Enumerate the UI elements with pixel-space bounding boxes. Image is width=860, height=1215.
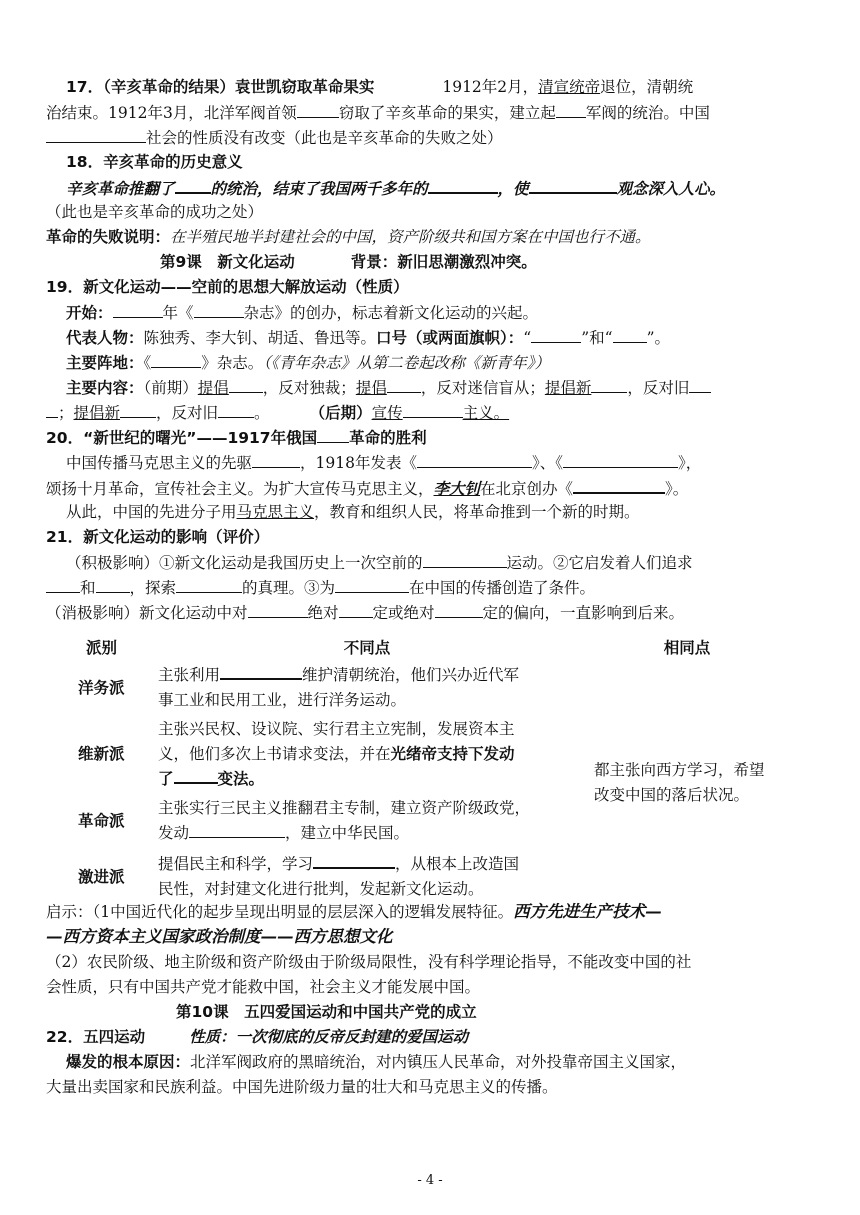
- faction-diff: 提倡民主和科学，学习 ，从根本上改造国 民性，对封建文化进行批判，发起新文化运动。: [158, 849, 576, 905]
- s17-line3: 社会的性质没有改变（此也是辛亥革命的失败之处）: [46, 127, 503, 148]
- blank: [613, 327, 647, 343]
- blank: [335, 577, 409, 593]
- blank: [151, 352, 201, 368]
- blank: [339, 602, 373, 618]
- similarities-cell: 都主张向西方学习，希望 改变中国的落后状况。: [594, 761, 765, 804]
- blank: [46, 127, 146, 143]
- blank: [96, 577, 130, 593]
- blank: [689, 377, 711, 393]
- insight-line3: （2）农民阶级、地主阶级和资产阶级由于阶级局限性，没有科学理论指导，不能改变中国的社: [46, 953, 692, 971]
- s19-base: 主要阵地：《 》杂志。（《青年杂志》从第二卷起改称《新青年》）: [66, 354, 551, 372]
- blank: [313, 852, 395, 869]
- s19-content-1: 主要内容：（前期）提倡 ，反对独裁；提倡 ，反对迷信盲从；提倡新 ，反对旧: [66, 377, 711, 398]
- table-row: [66, 661, 798, 715]
- s22-cause1: 爆发的根本原因：北洋军阀政府的黑暗统治，对内镇压人民革命，对外投靠帝国主义国家，: [66, 1053, 687, 1071]
- blank: [46, 402, 58, 418]
- blank: [229, 377, 263, 393]
- faction-diff: 主张利用 维护清朝统治，他们兴办近代军 事工业和民用工业，进行洋务运动。: [158, 661, 576, 715]
- s22-cause2: 大量出卖国家和民族利益。中国先进阶级力量的壮大和马克思主义的传播。: [46, 1078, 558, 1096]
- s20-heading: 20．“新世纪的曙光”——1917年俄国 革命的胜利: [46, 429, 427, 447]
- blank: [428, 177, 498, 194]
- s18-line2: （此也是辛亥革命的成功之处）: [46, 203, 264, 221]
- blank: [573, 477, 665, 494]
- faction-diff: 主张兴民权、设议院、实行君主立宪制，发展资本主 义，他们多次上书请求变法，并在光绪帝支持下发动 了 变法。: [158, 719, 515, 788]
- blank: [46, 577, 80, 593]
- faction-name: 革命派: [78, 811, 125, 830]
- s19-people: 代表人物：陈独秀、李大钊、胡适、鲁迅等。口号（或两面旗帜）：“ ”和“ ”。: [66, 329, 671, 347]
- s18-line1: 辛亥革命推翻了 的统治，结束了我国两千多年的 ，使 观念深入人心。: [66, 179, 726, 198]
- col-header-faction: 派别: [86, 638, 118, 657]
- faction-diff: 主张实行三民主义推翻君主专制，建立资产阶级政党， 发动 ，建立中华民国。: [158, 799, 531, 842]
- blank: [120, 402, 156, 418]
- s18-fail: 革命的失败说明：在半殖民地半封建社会的中国，资产阶级共和国方案在中国也行不通。: [46, 228, 651, 246]
- insight-line1: 启示：（1中国近代化的起步呈现出明显的层层深入的逻辑发展特征。西方先进生产技术—: [46, 902, 662, 921]
- blank: [194, 302, 244, 318]
- s21-heading: 21．新文化运动的影响（评价）: [46, 528, 270, 546]
- s17-line1: 17．（辛亥革命的结果）袁世凯窃取革命果实 1912年2月，清宣统帝退位，清朝统: [66, 78, 694, 96]
- blank: [387, 377, 421, 393]
- s17-line2: 治结束。1912年3月，北洋军阀首领 窃取了辛亥革命的果实，建立起 军阀的统治。中国: [46, 104, 710, 122]
- s20-line1: 中国传播马克思主义的先驱 ，1918年发表《 》、《 》，: [66, 454, 702, 472]
- blank: [423, 552, 507, 568]
- page-number: - 4 -: [417, 1173, 443, 1188]
- blank: [176, 577, 242, 593]
- insight-line4: 会性质，只有中国共产党才能救中国，社会主义才能发展中国。: [46, 978, 481, 996]
- blank: [317, 427, 349, 443]
- blank: [563, 452, 678, 468]
- insight-line2: —西方资本主义国家政治制度——西方思想文化: [46, 927, 393, 946]
- comparison-table: [66, 635, 798, 905]
- blank: [113, 302, 163, 318]
- blank: [189, 822, 285, 838]
- blank: [417, 452, 532, 468]
- s22-heading: 22．五四运动 性质：一次彻底的反帝反封建的爱国运动: [46, 1028, 469, 1046]
- s20-line2: 颂扬十月革命，宣传社会主义。为扩大宣传马克思主义，李大钊在北京创办《 》。: [46, 479, 689, 498]
- s20-line3: 从此，中国的先进分子用马克思主义，教育和组织人民，将革命推到一个新的时期。: [66, 503, 640, 521]
- blank: [556, 102, 586, 118]
- s19-heading: 19．新文化运动——空前的思想大解放运动（性质）: [46, 278, 409, 296]
- lesson9-title: 第9课 新文化运动 背景：新旧思潮激烈冲突。: [160, 253, 537, 271]
- s18-heading: 18．辛亥革命的历史意义: [66, 153, 243, 171]
- blank: [174, 767, 218, 784]
- s21-line2: 和 ，探索 的真理。③为 在中国的传播创造了条件。: [46, 577, 595, 598]
- blank: [403, 402, 463, 418]
- blank: [591, 377, 627, 393]
- blank: [531, 327, 581, 343]
- table-header-row: [66, 635, 798, 661]
- blank: [248, 602, 308, 618]
- blank: [297, 102, 339, 118]
- blank: [220, 663, 302, 680]
- s21-line3: （消极影响）新文化运动中对 绝对 定或绝对 定的偏向，一直影响到后来。: [46, 604, 685, 622]
- blank: [529, 177, 617, 194]
- col-header-differences: 不同点: [343, 638, 391, 657]
- col-header-similarities: 相同点: [663, 638, 711, 657]
- lesson10-title: 第10课 五四爱国运动和中国共产党的成立: [176, 1003, 477, 1021]
- s19-content-2: ；提倡新 ，反对旧 。 （后期）宣传 主义。: [46, 402, 509, 423]
- blank: [175, 177, 211, 194]
- blank: [252, 452, 300, 468]
- faction-name: 维新派: [78, 744, 125, 763]
- s21-line1: （积极影响）①新文化运动是我国历史上一次空前的 运动。②它启发着人们追求: [66, 554, 693, 572]
- blank: [218, 402, 254, 418]
- s19-start: 开始： 年《 杂志》的创办，标志着新文化运动的兴起。: [66, 304, 539, 322]
- faction-name: 激进派: [78, 867, 125, 886]
- blank: [435, 602, 483, 618]
- faction-name: 洋务派: [78, 678, 125, 697]
